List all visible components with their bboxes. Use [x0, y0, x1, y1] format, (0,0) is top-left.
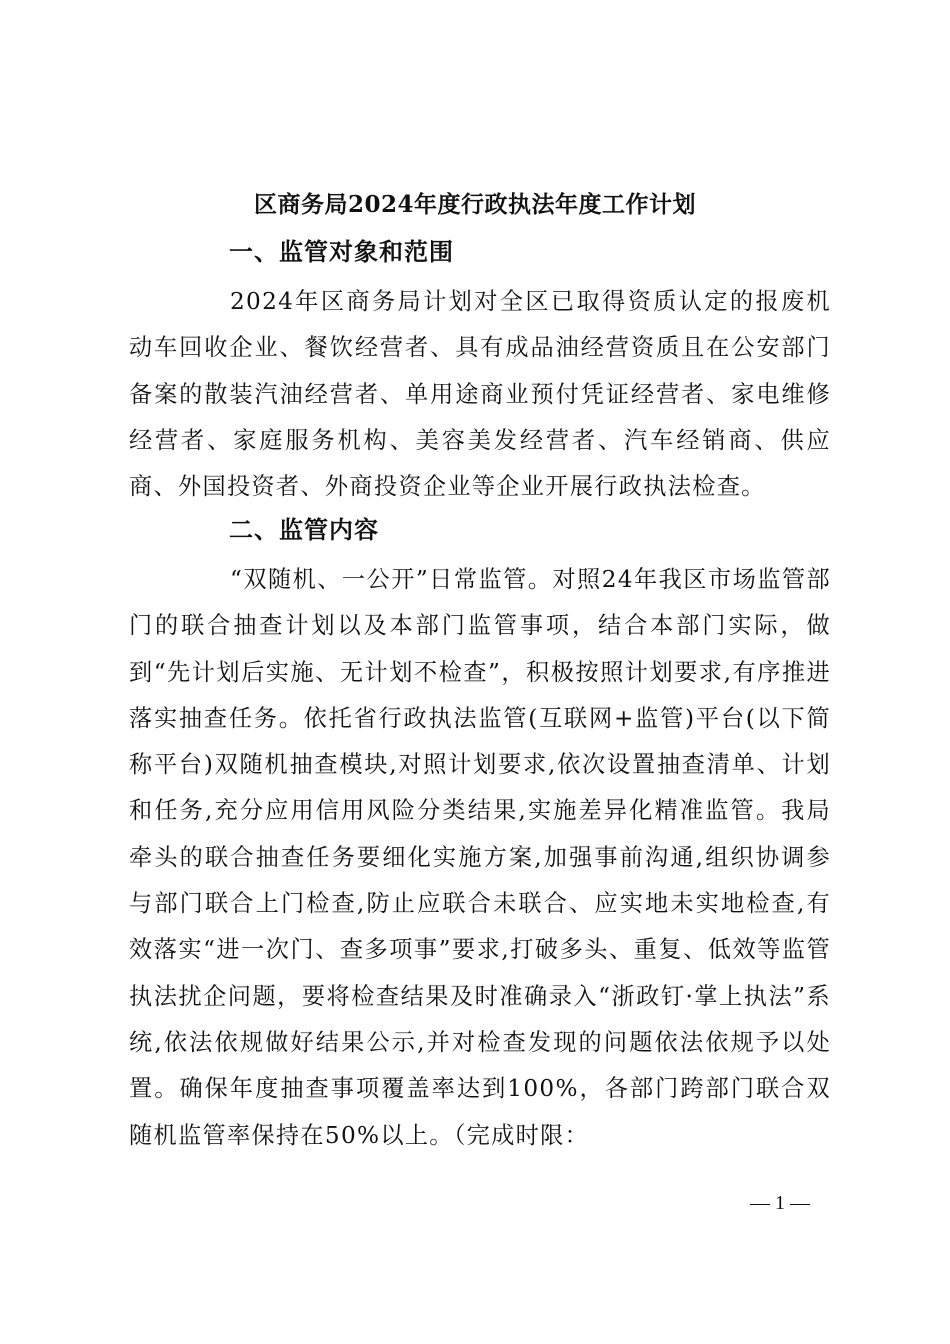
- section-heading-scope: 一、监管对象和范围: [229, 238, 454, 266]
- section-paragraph-scope: 2024年区商务局计划对全区已取得资质认定的报废机动车回收企业、餐饮经营者、具有成品油经营资质且在公安部门备案的散装汽油经营者、单用途商业预付凭证经营者、家电维修经营者、家庭服务机构、美容美发经营者、汽车经销商、供应商、外国投资者、外商投资企业等企业开展行政执法检查。: [129, 288, 831, 501]
- section-paragraph-content: “双随机、一公开”日常监管。对照24年我区市场监管部门的联合抽查计划以及本部门监管事项，结合本部门实际，做到“先计划后实施、无计划不检查”，积极按照计划要求,有序推进落实抽查任务。依托省行政执法监管(互联网+监管)平台(以下简称平台)双随机抽查模块,对照计划要求,依次设置抽查清单、计划和任务,充分应用信用风险分类结果,实施差异化精准监管。我局牵头的联合抽查任务要细化实施方案,加强事前沟通,组织协调参与部门联合上门检查,防止应联合未联合、应实地未实地检查,有效落实“进一次门、查多项事”要求,打破多头、重复、低效等监管执法扰企问题，要将检查结果及时准确录入“浙政钉·掌上执法”系统,依法依规做好结果公示,并对检查发现的问题依法依规予以处置。确保年度抽查事项覆盖率达到100%，各部门跨部门联合双随机监管率保持在50%以上。（完成时限：: [129, 566, 831, 1149]
- document-title: 区商务局2024年度行政执法年度工作计划: [253, 191, 696, 218]
- page-number: — 1 —: [750, 1192, 810, 1214]
- section-heading-content: 二、监管内容: [229, 516, 379, 544]
